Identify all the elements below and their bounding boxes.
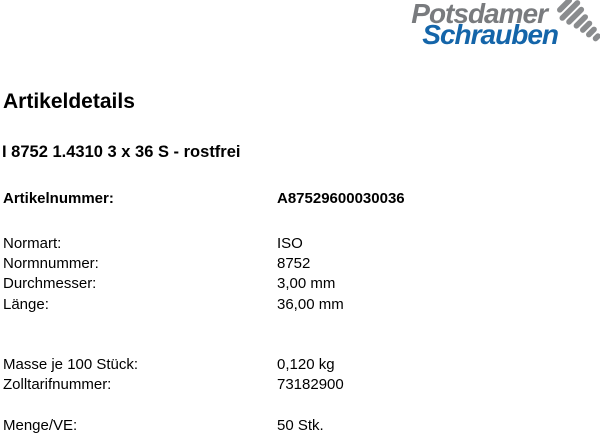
detail-row-masse	[0, 355, 600, 375]
artikelnummer-value: A87529600030036	[277, 190, 405, 207]
normnummer-value: 8752	[277, 255, 311, 273]
detail-row-menge-ve	[0, 416, 600, 436]
article-subtitle: I 8752 1.4310 3 x 36 S - rostfrei	[2, 143, 241, 161]
detail-row-laenge	[0, 295, 600, 315]
logo-word-potsdamer: Potsdamer	[411, 0, 547, 29]
mass-block	[0, 355, 600, 395]
normnummer-label: Normnummer:	[3, 255, 99, 273]
durchmesser-value: 3,00 mm	[277, 275, 336, 293]
laenge-label: Länge:	[3, 295, 49, 313]
detail-row-normart	[0, 234, 600, 254]
zolltarifnummer-label: Zolltarifnummer:	[3, 376, 112, 394]
logo-word-schrauben: Schrauben	[422, 19, 558, 50]
laenge-value: 36,00 mm	[277, 295, 344, 313]
menge-ve-value: 50 Stk.	[277, 417, 324, 434]
zolltarifnummer-value: 73182900	[277, 376, 344, 394]
masse-value: 0,120 kg	[277, 356, 335, 373]
detail-row-zolltarifnummer	[0, 375, 600, 395]
page-title: Artikeldetails	[3, 90, 135, 113]
artikelnummer-label: Artikelnummer:	[3, 190, 114, 207]
durchmesser-label: Durchmesser:	[3, 275, 97, 293]
specs-block	[0, 234, 600, 315]
screw-icon	[546, 0, 600, 60]
detail-row-durchmesser	[0, 274, 600, 294]
menge-ve-label: Menge/VE:	[3, 417, 78, 434]
masse-label: Masse je 100 Stück:	[3, 356, 139, 373]
company-logo	[380, 0, 600, 62]
detail-row-normnummer	[0, 254, 600, 274]
normart-value: ISO	[277, 235, 303, 252]
normart-label: Normart:	[3, 235, 62, 252]
packaging-block	[0, 416, 600, 436]
